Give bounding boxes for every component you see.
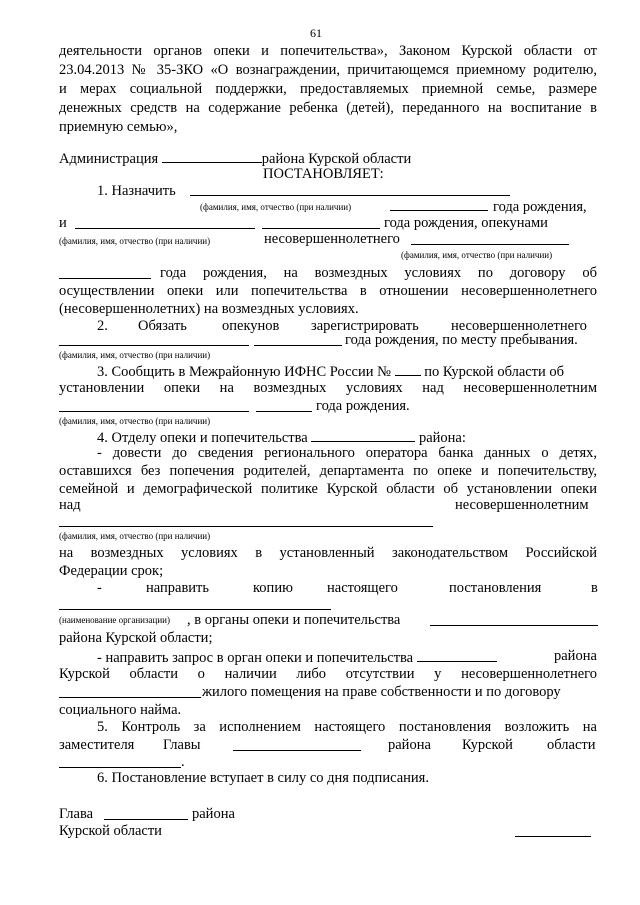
p1-birth-field[interactable]	[390, 210, 488, 211]
p4-b2-w2: направить	[146, 580, 210, 596]
p1-caption-fio-2: (фамилия, имя, отчество (при наличии)	[59, 236, 211, 246]
p1-minor: несовершеннолетнего	[264, 231, 400, 247]
p1-line-a: года рождения, на возмездных условиях по договору об	[160, 265, 597, 281]
p4-caption-org: (наименование организации)	[59, 615, 170, 625]
p5-line-1: 5. Контроль за исполнением настоящего постановления возложить на	[97, 719, 597, 735]
signature-line[interactable]	[515, 836, 591, 837]
p1-line-c: (несовершеннолетних) на возмездных условиях.	[59, 301, 359, 317]
p3-end: по Курской области об	[424, 364, 565, 380]
p4-b3-line-1	[97, 648, 497, 667]
p5-w3: района	[388, 737, 431, 753]
p4-caption-fio: (фамилия, имя, отчество (при наличии)	[59, 531, 211, 541]
p4-b3-end: района	[554, 648, 597, 664]
p4-b2-w1: -	[97, 580, 102, 596]
p5-deputy-name-field[interactable]	[59, 767, 181, 768]
p4-district-field[interactable]	[311, 428, 415, 442]
signature-district-field[interactable]	[104, 819, 188, 820]
p4-b1-line-5: на возмездных условиях в установленный законодательством Российской	[59, 545, 597, 561]
p1-caption-fio: (фамилия, имя, отчество (при наличии)	[200, 202, 352, 212]
p5-w1: заместителя	[59, 737, 135, 753]
p3-caption: (фамилия, имя, отчество (при наличии)	[59, 416, 211, 426]
p5-w5: области	[547, 737, 596, 753]
signature-head: Глава	[59, 806, 94, 822]
p6: 6. Постановление вступает в силу со дня подписания.	[97, 770, 429, 786]
p4-b2-w5: постановления	[449, 580, 542, 596]
intro-line-4: денежных средств на содержание ребенка (детей), переданного на воспитание в	[59, 100, 597, 116]
p1-and: и	[59, 215, 67, 231]
p5-w4: Курской	[462, 737, 513, 753]
p1-birth-year-guardians: года рождения, опекунами	[384, 215, 548, 231]
p3-start: 3. Сообщить в Межрайонную ИФНС России №	[97, 364, 391, 380]
admin-prefix: Администрация	[59, 151, 159, 167]
p4-b3-line-2: Курской области о наличии либо отсутствии у несовершеннолетнего	[59, 666, 597, 682]
p4-b2-line-3: района Курской области;	[59, 630, 213, 646]
p4-b1-line-3: семейной и демографической политике Курской области об установлении опеки	[59, 481, 597, 497]
p1-minor-field[interactable]	[411, 244, 569, 245]
p3-line-1	[97, 362, 564, 381]
p3-birth-field[interactable]	[256, 411, 312, 412]
signature-region: Курской области	[59, 823, 162, 839]
p5-w2: Главы	[163, 737, 201, 753]
p4-b2-line-2: , в органы опеки и попечительства	[187, 612, 401, 628]
p1-birth-year: года рождения,	[493, 199, 587, 215]
p4-b2-w4: настоящего	[327, 580, 398, 596]
p4-guardianship-field[interactable]	[430, 625, 598, 626]
p5-end: .	[181, 754, 185, 770]
p2-birth-field[interactable]	[254, 345, 342, 346]
p4-b1-line-6: Федерации срок;	[59, 563, 164, 579]
admin-district-field[interactable]	[162, 149, 262, 163]
p4-b1-line-2: оставшихся без попечения родителей, департамента по опеке и попечительству,	[59, 463, 597, 479]
intro-line-2: 23.04.2013 № 35-ЗКО «О вознаграждении, причитающемся приемному родителю,	[59, 62, 597, 78]
p5-deputy-field[interactable]	[233, 750, 361, 751]
p2-fio-field[interactable]	[59, 345, 249, 346]
p4-b3-line-4: социального найма.	[59, 702, 182, 718]
p3-fio-field[interactable]	[59, 411, 249, 412]
decree-heading: ПОСТАНОВЛЯЕТ:	[263, 166, 384, 182]
page-number: 61	[310, 26, 322, 40]
p3-ifns-number-field[interactable]	[395, 362, 421, 376]
p2-caption: (фамилия, имя, отчество (при наличии)	[59, 350, 211, 360]
intro-line-3: и мерах социальной поддержки, предоставляемых приемной семье, размере	[59, 81, 597, 97]
p1-birth-field-2[interactable]	[262, 228, 380, 229]
intro-line-5: приемную семью»,	[59, 119, 178, 135]
p2-num: 2.	[97, 318, 108, 334]
p1-fio-field[interactable]	[190, 195, 510, 196]
p3-line-2: установлении опеки на возмездных условиях над несовершеннолетним	[59, 380, 597, 396]
admin-suffix: района Курской области	[261, 151, 412, 167]
p4-start: 4. Отделу опеки и попечительства	[97, 430, 308, 446]
p2-w3: зарегистрировать	[311, 318, 419, 334]
p2-line-2: года рождения, по месту пребывания.	[345, 332, 578, 348]
p1-caption-fio-3: (фамилия, имя, отчество (при наличии)	[401, 250, 553, 260]
p4-b3-district-field[interactable]	[417, 648, 497, 662]
p4-b2-w3: копию	[253, 580, 293, 596]
intro-line-1: деятельности органов опеки и попечительства», Законом Курской области от	[59, 43, 597, 59]
p2-w1: Обязать	[138, 318, 187, 334]
p1-fio-field-2[interactable]	[75, 228, 255, 229]
p4-fio-field[interactable]	[59, 526, 433, 527]
p2-w4: несовершеннолетнего	[451, 318, 587, 334]
p4-b3-line-3: жилого помещения на праве собственности и по договору	[202, 684, 561, 700]
p4-b1-line-4-left: над	[59, 497, 81, 513]
p1-line-b: осуществлении опеки или попечительства в отношении несовершеннолетнего	[59, 283, 597, 299]
p4-b1-line-1: - довести до сведения регионального оператора банка данных о детях,	[97, 445, 597, 461]
p4-b3-start: - направить запрос в орган опеки и попечительства	[97, 650, 414, 666]
p4-b2-w6: в	[591, 580, 598, 596]
p3-line-3: года рождения.	[316, 398, 410, 414]
signature-district: района	[192, 806, 235, 822]
p4-org-field[interactable]	[59, 609, 331, 610]
p2-w2: опекунов	[222, 318, 280, 334]
p4-b1-line-4-right: несовершеннолетним	[455, 497, 589, 513]
p4-end: района:	[418, 430, 466, 446]
p1-start: 1. Назначить	[97, 183, 176, 199]
p1-minor-birth-field[interactable]	[59, 278, 151, 279]
p4-b3-minor-field[interactable]	[59, 697, 201, 698]
